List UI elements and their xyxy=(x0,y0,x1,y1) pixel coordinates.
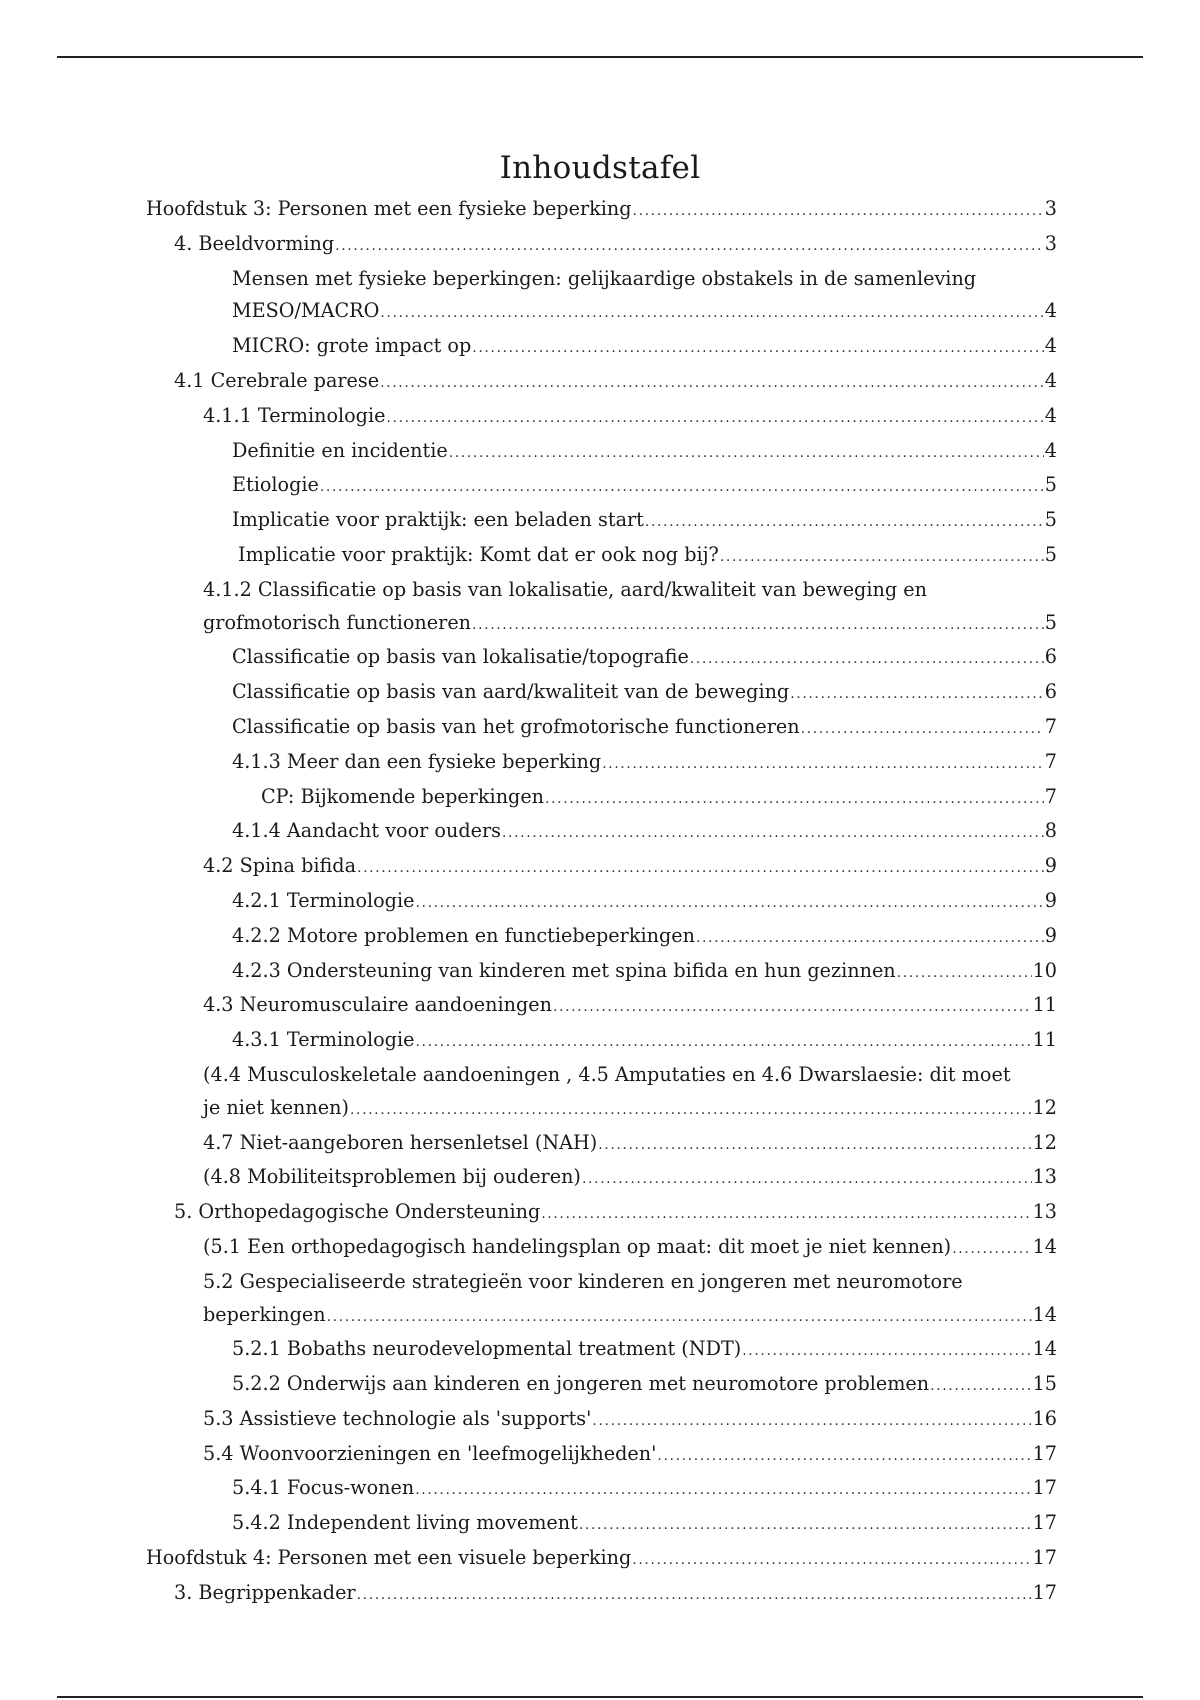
dot-leader xyxy=(696,922,1044,955)
toc-page-number: 4 xyxy=(1044,403,1057,427)
dot-leader xyxy=(415,1026,1031,1059)
toc-entry-title: Hoofdstuk 3: Personen met een fysieke beperking xyxy=(146,197,632,220)
toc-entry-row xyxy=(203,607,1057,642)
dot-leader xyxy=(742,1335,1031,1368)
toc-entry-title: 5. Orthopedagogische Ondersteuning xyxy=(174,1200,541,1224)
toc-entry-row xyxy=(232,676,1057,711)
toc-entry-title: Etiologie xyxy=(232,473,319,497)
toc-page-number: 14 xyxy=(1032,1302,1057,1326)
toc-entry-title: (4.8 Mobiliteitsproblemen bij ouderen) xyxy=(203,1165,581,1189)
toc-entry[interactable] xyxy=(261,781,1057,816)
dot-leader xyxy=(357,1579,1032,1612)
toc-page-number: 4 xyxy=(1044,368,1057,392)
toc-entry-row xyxy=(203,1092,1057,1127)
toc-page-number: 4 xyxy=(1044,438,1057,462)
toc-entry[interactable] xyxy=(174,365,1057,400)
toc-entry-row xyxy=(146,1542,1057,1577)
toc-entry-row xyxy=(238,539,1057,574)
toc-entry-title: Hoofdstuk 4: Personen met een visuele beperking xyxy=(146,1546,632,1570)
toc-entry-row xyxy=(174,228,1057,263)
toc-entry-row xyxy=(232,330,1057,365)
toc-entry[interactable] xyxy=(232,1472,1057,1507)
toc-entry-row xyxy=(232,920,1057,955)
dot-leader xyxy=(930,1370,1031,1403)
toc-entry-title: 4.2.1 Terminologie xyxy=(232,888,415,912)
toc-entry-row xyxy=(232,815,1057,850)
dot-leader xyxy=(598,1129,1031,1162)
dot-leader xyxy=(579,1509,1032,1542)
toc-entry[interactable] xyxy=(232,330,1057,365)
toc-entry-title: 5.2.2 Onderwijs aan kinderen en jongeren met neuromotore problemen xyxy=(232,1372,930,1396)
toc-entry-row xyxy=(232,504,1057,539)
toc-entry[interactable] xyxy=(232,641,1057,676)
toc-entry-row xyxy=(232,955,1057,990)
toc-entry[interactable] xyxy=(203,400,1057,435)
toc-entry[interactable] xyxy=(174,1577,1057,1612)
toc-page-number: 14 xyxy=(1032,1234,1057,1258)
toc-entry-row xyxy=(232,711,1057,746)
toc-entry-row xyxy=(232,469,1057,504)
toc-entry[interactable] xyxy=(203,989,1057,1024)
dot-leader xyxy=(357,852,1044,885)
toc-entry[interactable] xyxy=(232,955,1057,990)
dot-leader xyxy=(502,817,1044,850)
toc-entry[interactable] xyxy=(232,746,1057,781)
toc-page-number: 8 xyxy=(1044,819,1057,843)
toc-entry-title: grofmotorisch functioneren xyxy=(203,610,472,634)
toc-entry-row xyxy=(203,1403,1057,1438)
top-rule xyxy=(57,56,1143,58)
toc-page-number: 11 xyxy=(1032,1028,1057,1052)
dot-leader xyxy=(415,1474,1031,1507)
dot-leader xyxy=(541,1198,1031,1231)
toc-entry-title: 5.4.2 Independent living movement xyxy=(232,1511,578,1535)
toc-entry[interactable] xyxy=(232,1333,1057,1368)
toc-page-number: 10 xyxy=(1032,958,1057,982)
dot-leader xyxy=(327,1301,1032,1334)
toc-entry[interactable] xyxy=(232,711,1057,746)
toc-entry[interactable] xyxy=(174,228,1057,263)
toc-page-number: 4 xyxy=(1044,299,1057,323)
page-title: Inhoudstafel xyxy=(499,150,701,186)
toc-page-number: 15 xyxy=(1032,1372,1057,1396)
toc-page-number: 12 xyxy=(1032,1095,1057,1119)
toc-entry-title: Definitie en incidentie xyxy=(232,438,448,462)
dot-leader xyxy=(553,991,1032,1024)
toc-page-number: 4 xyxy=(1044,334,1057,358)
toc-entry-row xyxy=(232,295,1057,330)
toc-page-number: 12 xyxy=(1032,1130,1057,1154)
toc-page-number: 7 xyxy=(1044,714,1057,738)
toc-page-number: 11 xyxy=(1032,993,1057,1017)
dot-leader xyxy=(415,887,1043,920)
toc-entry[interactable] xyxy=(203,1403,1057,1438)
toc-entry[interactable] xyxy=(232,1507,1057,1542)
toc-entry-title: 4.2.3 Ondersteuning van kinderen met spina bifida en hun gezinnen xyxy=(232,958,896,982)
dot-leader xyxy=(335,230,1044,263)
toc-entry-title: 4.1.3 Meer dan een fysieke beperking xyxy=(232,749,602,773)
dot-leader xyxy=(801,713,1044,746)
dot-leader xyxy=(380,297,1043,330)
toc-page-number: 17 xyxy=(1032,1580,1057,1604)
toc-entry-row xyxy=(146,193,1057,228)
toc-entry-row xyxy=(261,781,1057,816)
toc-page-number: 3 xyxy=(1044,197,1057,220)
dot-leader xyxy=(690,643,1044,676)
toc-entry-title-line: Mensen met fysieke beperkingen: gelijkaardige obstakels in de samenleving xyxy=(232,266,977,290)
table-of-contents xyxy=(0,193,1200,1612)
toc-entry-title: 4.7 Niet-aangeboren hersenletsel (NAH) xyxy=(203,1130,598,1154)
toc-entry-row xyxy=(232,885,1057,920)
toc-page-number: 9 xyxy=(1044,923,1057,947)
dot-leader xyxy=(632,1544,1031,1577)
toc-entry[interactable] xyxy=(203,1266,1057,1334)
toc-entry-title: 5.2.1 Bobaths neurodevelopmental treatment (NDT) xyxy=(232,1337,742,1361)
toc-entry-title: MICRO: grote impact op xyxy=(232,334,472,358)
toc-entry-title-line: 4.1.2 Classificatie op basis van lokalisatie, aard/kwaliteit van beweging en xyxy=(203,577,927,601)
toc-page-number: 9 xyxy=(1044,854,1057,878)
toc-entry[interactable] xyxy=(232,676,1057,711)
dot-leader xyxy=(582,1163,1032,1196)
dot-leader xyxy=(386,402,1043,435)
toc-entry-title: 3. Begrippenkader xyxy=(174,1580,356,1604)
toc-entry-row xyxy=(232,1507,1057,1542)
toc-page-number: 13 xyxy=(1032,1165,1057,1189)
dot-leader xyxy=(350,1094,1032,1127)
dot-leader xyxy=(633,195,1044,228)
toc-entry-title: 5.4.1 Focus-wonen xyxy=(232,1476,415,1500)
toc-entry-title: 4.1.4 Aandacht voor ouders xyxy=(232,819,501,843)
toc-entry-row xyxy=(203,989,1057,1024)
toc-entry-title: Classificatie op basis van aard/kwaliteit van de beweging xyxy=(232,680,790,704)
toc-entry-row xyxy=(232,1333,1057,1368)
dot-leader xyxy=(592,1405,1031,1438)
toc-entry[interactable] xyxy=(203,1438,1057,1473)
toc-entry-title: 4.1.1 Terminologie xyxy=(203,403,386,427)
toc-page-number: 17 xyxy=(1032,1476,1057,1500)
dot-leader xyxy=(720,541,1044,574)
toc-page-number: 7 xyxy=(1044,749,1057,773)
toc-entry-row xyxy=(203,1231,1057,1266)
dot-leader xyxy=(472,609,1044,642)
toc-entry-title: (5.1 Een orthopedagogisch handelingsplan op maat: dit moet je niet kennen) xyxy=(203,1234,952,1258)
toc-page-number: 6 xyxy=(1044,680,1057,704)
toc-entry-title-line: (4.4 Musculoskeletale aandoeningen , 4.5 Amputaties en 4.6 Dwarslaesie: dit moet xyxy=(203,1062,1011,1086)
toc-entry-row xyxy=(232,746,1057,781)
toc-page-number: 17 xyxy=(1032,1441,1057,1465)
toc-entry-title: Implicatie voor praktijk: Komt dat er ook nog bij? xyxy=(238,542,719,566)
toc-entry[interactable] xyxy=(203,1231,1057,1266)
toc-entry-row xyxy=(232,641,1057,676)
toc-page-number: 13 xyxy=(1032,1200,1057,1224)
toc-entry-title: je niet kennen) xyxy=(203,1095,349,1119)
bottom-rule xyxy=(57,1696,1143,1698)
dot-leader xyxy=(790,678,1044,711)
dot-leader xyxy=(897,957,1032,990)
toc-entry[interactable] xyxy=(232,920,1057,955)
dot-leader xyxy=(449,437,1044,470)
toc-entry-title: beperkingen xyxy=(203,1302,326,1326)
toc-entry-title: 4.1 Cerebrale parese xyxy=(174,368,380,392)
toc-entry-title: 5.4 Woonvoorzieningen en 'leefmogelijkheden' xyxy=(203,1441,657,1465)
toc-page-number: 5 xyxy=(1044,610,1057,634)
toc-page-number: 14 xyxy=(1032,1337,1057,1361)
toc-entry[interactable] xyxy=(146,1542,1057,1577)
dot-leader xyxy=(472,332,1044,365)
toc-entry[interactable] xyxy=(232,263,1057,331)
toc-entry-title: 4.3 Neuromusculaire aandoeningen xyxy=(203,993,552,1017)
toc-entry-row xyxy=(174,1196,1057,1231)
toc-page-number: 7 xyxy=(1044,784,1057,808)
toc-entry[interactable] xyxy=(203,1161,1057,1196)
toc-page-number: 16 xyxy=(1032,1406,1057,1430)
dot-leader xyxy=(952,1233,1031,1266)
toc-entry-row xyxy=(203,1438,1057,1473)
toc-page-number: 5 xyxy=(1044,508,1057,532)
toc-page-number: 5 xyxy=(1044,542,1057,566)
toc-page-number: 17 xyxy=(1032,1546,1057,1570)
toc-entry[interactable] xyxy=(232,435,1057,470)
toc-entry-row xyxy=(203,1161,1057,1196)
toc-entry[interactable] xyxy=(174,1196,1057,1231)
toc-page-number: 9 xyxy=(1044,888,1057,912)
toc-entry-row xyxy=(203,1299,1057,1334)
toc-entry-row xyxy=(232,1024,1057,1059)
toc-page-number: 3 xyxy=(1044,231,1057,255)
toc-entry-title: Classificatie op basis van het grofmotorische functioneren xyxy=(232,714,800,738)
toc-page-number: 6 xyxy=(1044,645,1057,669)
toc-entry-row xyxy=(232,1368,1057,1403)
toc-entry-title: 5.3 Assistieve technologie als 'supports' xyxy=(203,1406,592,1430)
toc-entry-row xyxy=(174,1577,1057,1612)
toc-entry[interactable] xyxy=(232,815,1057,850)
toc-entry-title: Implicatie voor praktijk: een beladen start xyxy=(232,508,644,532)
dot-leader xyxy=(545,783,1044,816)
toc-entry[interactable] xyxy=(146,193,1057,228)
toc-entry[interactable] xyxy=(232,1024,1057,1059)
toc-entry-title-line: 5.2 Gespecialiseerde strategieën voor kinderen en jongeren met neuromotore xyxy=(203,1269,963,1293)
toc-entry-title: 4.3.1 Terminologie xyxy=(232,1028,415,1052)
toc-entry[interactable] xyxy=(232,469,1057,504)
toc-entry-row xyxy=(203,400,1057,435)
toc-entry-row xyxy=(232,1472,1057,1507)
toc-page-number: 5 xyxy=(1044,473,1057,497)
toc-entry[interactable] xyxy=(203,850,1057,885)
toc-entry[interactable] xyxy=(203,1059,1057,1127)
toc-entry[interactable] xyxy=(232,504,1057,539)
toc-entry-title: CP: Bijkomende beperkingen xyxy=(261,784,545,808)
toc-entry[interactable] xyxy=(232,885,1057,920)
toc-entry-title: MESO/MACRO xyxy=(232,299,380,323)
toc-entry-title: 4.2 Spina bifida xyxy=(203,854,357,878)
dot-leader xyxy=(645,506,1044,539)
toc-entry-row xyxy=(174,365,1057,400)
toc-entry[interactable] xyxy=(203,1127,1057,1162)
toc-entry[interactable] xyxy=(232,1368,1057,1403)
toc-entry-row xyxy=(203,850,1057,885)
toc-entry-row xyxy=(232,435,1057,470)
dot-leader xyxy=(320,471,1044,504)
dot-leader xyxy=(602,748,1044,781)
toc-entry[interactable] xyxy=(203,574,1057,642)
toc-entry-title: 4. Beeldvorming xyxy=(174,231,335,255)
dot-leader xyxy=(380,367,1044,400)
dot-leader xyxy=(657,1440,1031,1473)
toc-entry[interactable] xyxy=(238,539,1057,574)
toc-entry-row xyxy=(203,1127,1057,1162)
toc-entry-title: Classificatie op basis van lokalisatie/topografie xyxy=(232,645,689,669)
toc-page-number: 17 xyxy=(1032,1511,1057,1535)
toc-entry-title: 4.2.2 Motore problemen en functiebeperkingen xyxy=(232,923,695,947)
